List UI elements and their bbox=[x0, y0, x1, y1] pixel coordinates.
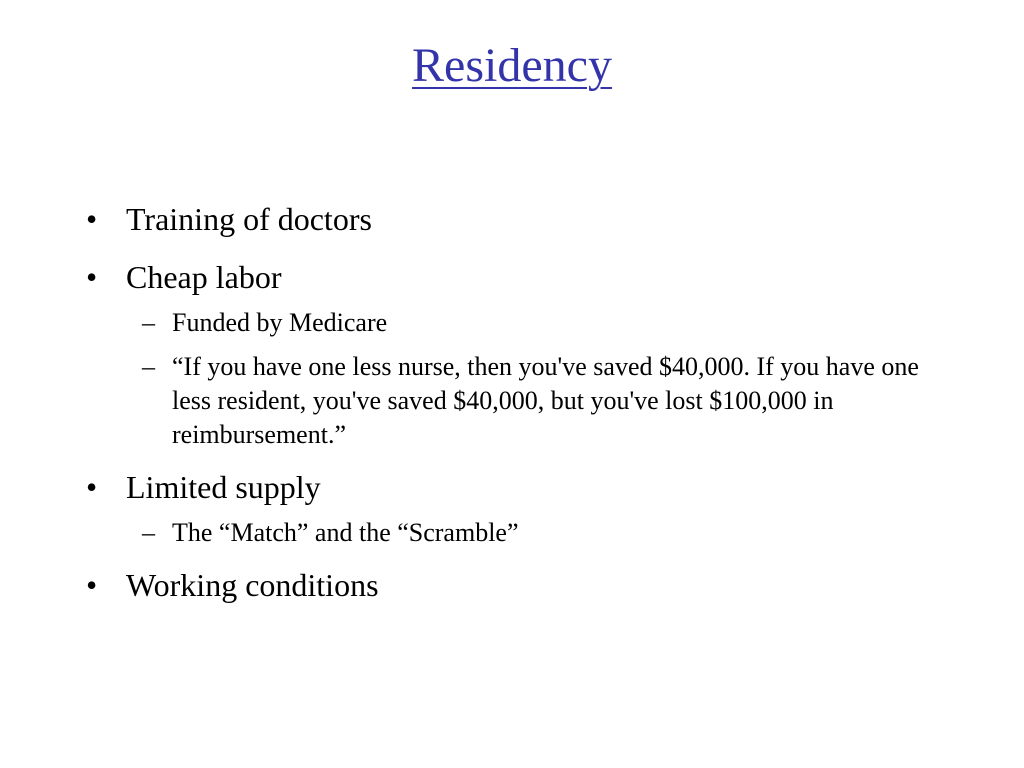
bullet-icon: • bbox=[86, 201, 98, 237]
bullet-text: Training of doctors bbox=[126, 201, 372, 237]
bullet-item-training bbox=[86, 196, 966, 242]
sub-item-text: The “Match” and the “Scramble” bbox=[172, 518, 519, 547]
bullet-item-working-conditions bbox=[86, 562, 966, 608]
dash-icon: – bbox=[142, 352, 155, 381]
bullet-item-cheap-labor bbox=[86, 254, 966, 300]
slide-title: Residency bbox=[412, 39, 612, 92]
bullet-text: Cheap labor bbox=[126, 259, 282, 295]
bullet-text: Limited supply bbox=[126, 469, 321, 505]
bullet-icon: • bbox=[86, 469, 98, 505]
sub-item-text: Funded by Medicare bbox=[172, 308, 388, 337]
dash-icon: – bbox=[142, 308, 155, 337]
sub-list-cheap-labor bbox=[86, 306, 966, 452]
sub-item-quote bbox=[86, 350, 966, 452]
bullet-icon: • bbox=[86, 259, 98, 295]
title-container bbox=[0, 38, 1024, 94]
sub-item-text: “If you have one less nurse, then you've saved $40,000. If you have one less resident, you've saved $40,000, but you've lost $100,000 in reimbursement.” bbox=[172, 352, 919, 449]
sub-list-limited-supply bbox=[86, 516, 966, 550]
sub-item-match-scramble bbox=[86, 516, 966, 550]
bullet-list bbox=[86, 196, 966, 620]
bullet-text: Working conditions bbox=[126, 567, 379, 603]
bullet-icon: • bbox=[86, 567, 98, 603]
sub-item-funded-by-medicare bbox=[86, 306, 966, 340]
dash-icon: – bbox=[142, 518, 155, 547]
bullet-item-limited-supply bbox=[86, 464, 966, 510]
